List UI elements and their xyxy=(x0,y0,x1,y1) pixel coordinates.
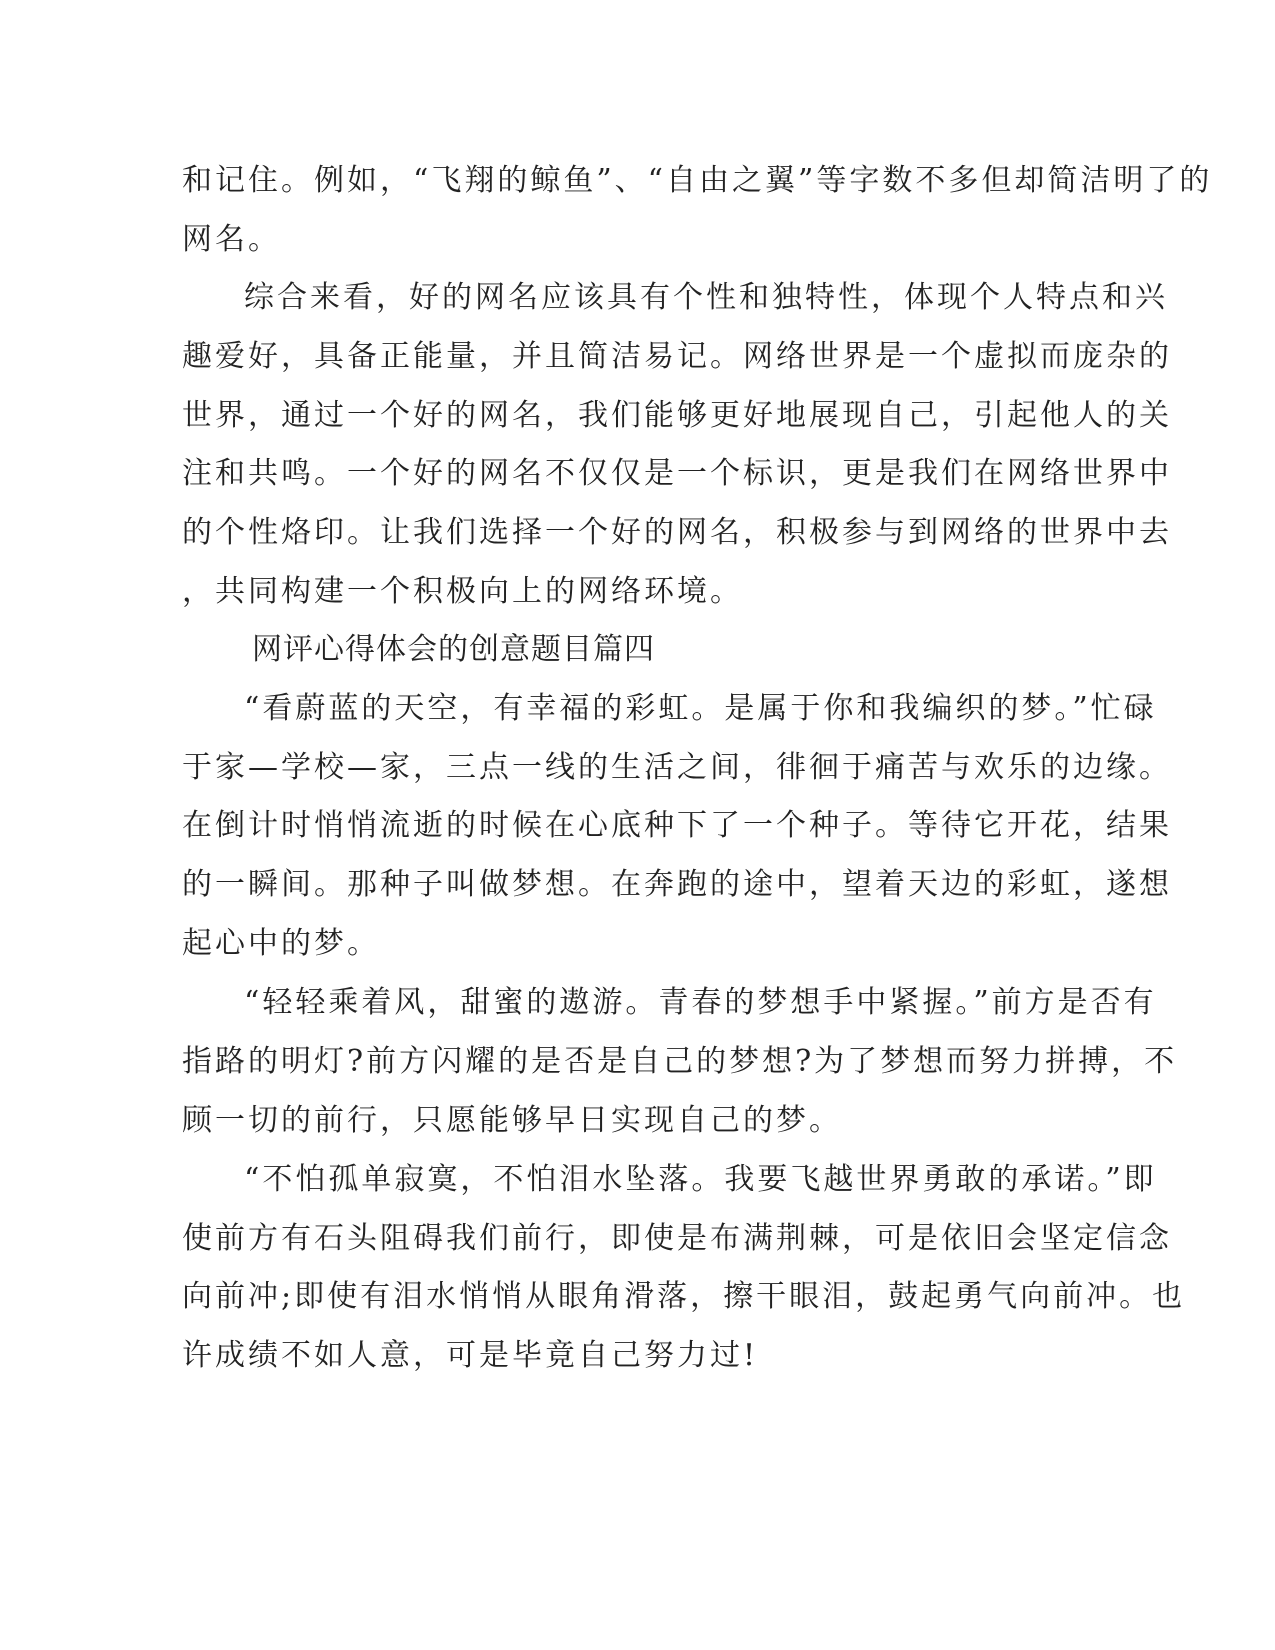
paragraph-line: 在倒计时悄悄流逝的时候在心底种下了一个种子。等待它开花，结果 xyxy=(182,808,1172,843)
paragraph-line: 的一瞬间。那种子叫做梦想。在奔跑的途中，望着天边的彩虹，遂想 xyxy=(182,867,1172,902)
paragraph-line: “不怕孤单寂寞，不怕泪水坠落。我要飞越世界勇敢的承诺。”即 xyxy=(244,1162,1157,1197)
section-heading: 网评心得体会的创意题目篇四 xyxy=(252,632,655,667)
paragraph-line: ，共同构建一个积极向上的网络环境。 xyxy=(182,574,743,609)
paragraph-line: “看蔚蓝的天空，有幸福的彩虹。是属于你和我编织的梦。”忙碌 xyxy=(244,691,1157,726)
paragraph-line: 指路的明灯?前方闪耀的是否是自己的梦想?为了梦想而努力拼搏，不 xyxy=(182,1044,1178,1079)
paragraph-line: 向前冲;即使有泪水悄悄从眼角滑落，擦干眼泪，鼓起勇气向前冲。也 xyxy=(182,1279,1186,1314)
paragraph-line: 综合来看，好的网名应该具有个性和独特性，体现个人特点和兴 xyxy=(244,280,1168,315)
paragraph-line: 使前方有石头阻碍我们前行，即使是布满荆棘，可是依旧会坚定信念 xyxy=(182,1221,1172,1256)
paragraph-line: 和记住。例如，“飞翔的鲸鱼”、“自由之翼”等字数不多但却简洁明了的 xyxy=(182,163,1213,198)
paragraph-line: 顾一切的前行，只愿能够早日实现自己的梦。 xyxy=(182,1103,842,1138)
paragraph-line: 注和共鸣。一个好的网名不仅仅是一个标识，更是我们在网络世界中 xyxy=(182,456,1172,491)
paragraph-line: 许成绩不如人意，可是毕竟自己努力过! xyxy=(182,1338,759,1373)
paragraph-line: 的个性烙印。让我们选择一个好的网名，积极参与到网络的世界中去 xyxy=(182,515,1172,550)
paragraph-line: “轻轻乘着风，甜蜜的遨游。青春的梦想手中紧握。”前方是否有 xyxy=(244,985,1157,1020)
paragraph-line: 世界，通过一个好的网名，我们能够更好地展现自己，引起他人的关 xyxy=(182,398,1172,433)
paragraph-line: 网名。 xyxy=(182,222,281,257)
paragraph-line: 于家—学校—家，三点一线的生活之间，徘徊于痛苦与欢乐的边缘。 xyxy=(182,750,1172,785)
paragraph-line: 趣爱好，具备正能量，并且简洁易记。网络世界是一个虚拟而庞杂的 xyxy=(182,339,1172,374)
paragraph-line: 起心中的梦。 xyxy=(182,926,380,961)
